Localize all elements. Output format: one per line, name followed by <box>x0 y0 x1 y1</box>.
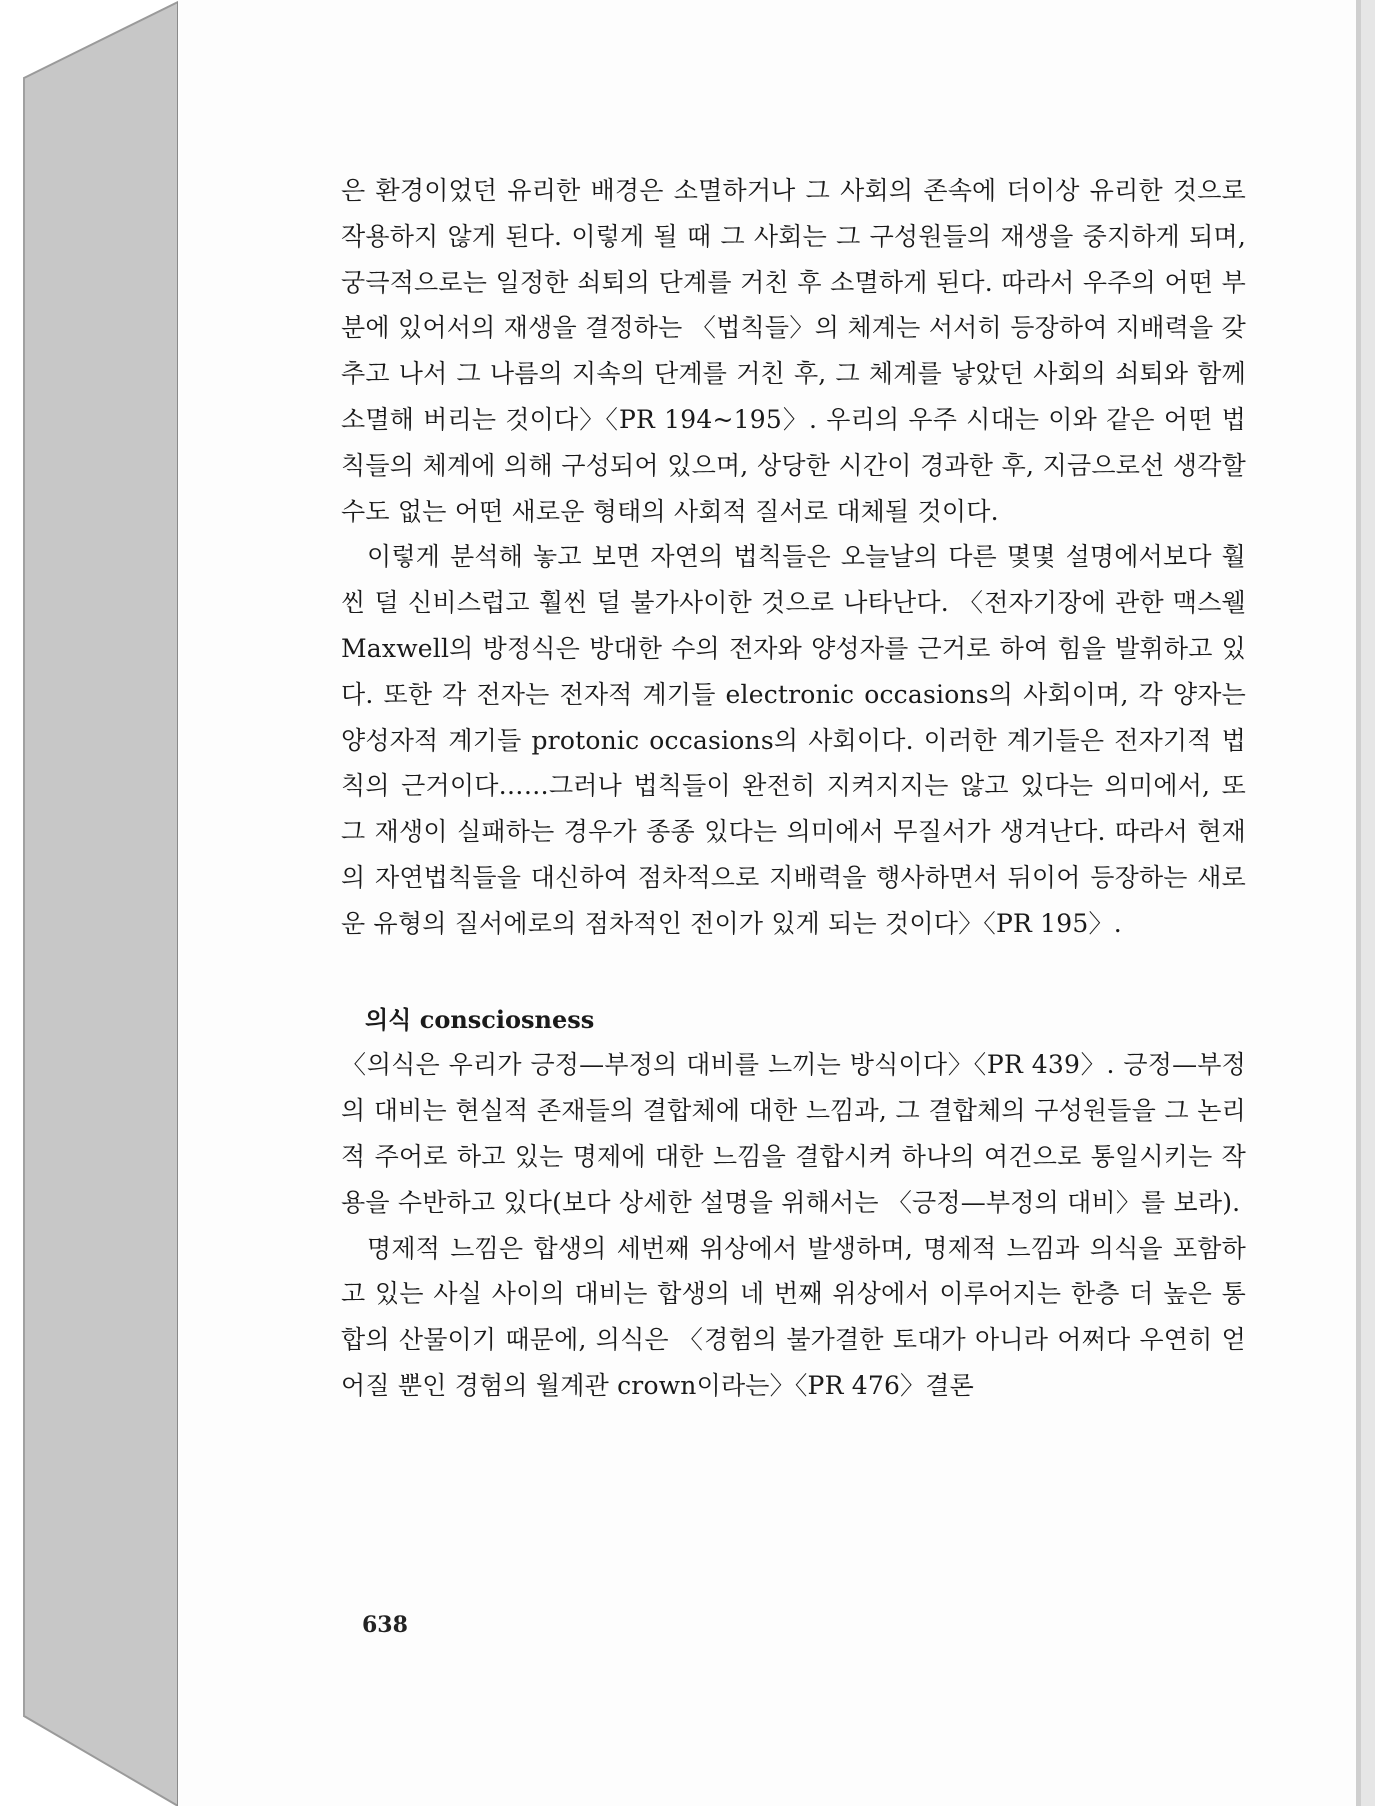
paragraph-2: 이렇게 분석해 놓고 보면 자연의 법칙들은 오늘날의 다른 몇몇 설명에서보다 훨씬 덜 신비스럽고 훨씬 덜 불가사이한 것으로 나타난다. 〈전자기장에 관한 맥스웰 Maxwell의 방정식은 방대한 수의 전자와 양성자를 근거로 하여 힘을 발휘하고 있다. 또한 각 전자는 전자적 계기들 electronic occasions의 사회이며, 각 양자는 양성자적 계기들 protonic occasions의 사회이다. 이러한 계기들은 전자기적 법칙의 근거이다……그러나 법칙들이 완전히 지켜지지는 않고 있다는 의미에서, 또 그 재생이 실패하는 경우가 종종 있다는 의미에서 무질서가 생겨난다. 따라서 현재의 자연법칙들을 대신하여 점차적으로 지배력을 행사하면서 뒤이어 등장하는 새로운 유형의 질서에로의 점차적인 전이가 있게 되는 것이다〉〈PR 195〉. <box>341 542 1246 938</box>
page-number: 638 <box>362 1612 408 1638</box>
paragraph-1: 은 환경이었던 유리한 배경은 소멸하거나 그 사회의 존속에 더이상 유리한 것으로 작용하지 않게 된다. 이렇게 될 때 그 사회는 그 구성원들의 재생을 중지하게 되며, 궁극적으로는 일정한 쇠퇴의 단계를 거친 후 소멸하게 된다. 따라서 우주의 어떤 부분에 있어서의 재생을 결정하는 〈법칙들〉의 체계는 서서히 등장하여 지배력을 갖추고 나서 그 나름의 지속의 단계를 거친 후, 그 체계를 낳았던 사회의 쇠퇴와 함께 소멸해 버리는 것이다〉〈PR 194~195〉. 우리의 우주 시대는 이와 같은 어떤 법칙들의 체계에 의해 구성되어 있으며, 상당한 시간이 경과한 후, 지금으로선 생각할 수도 없는 어떤 새로운 형태의 사회적 질서로 대체될 것이다. <box>341 176 1246 526</box>
body-text <box>341 168 1246 1409</box>
section-paragraph-1: 〈의식은 우리가 긍정—부정의 대비를 느끼는 방식이다〉〈PR 439〉. 긍정—부정의 대비는 현실적 존재들의 결합체에 대한 느낌과, 그 결합체의 구성원들을 그 논리적 주어로 하고 있는 명제에 대한 느낌을 결합시켜 하나의 여건으로 통일시키는 작용을 수반하고 있다(보다 상세한 설명을 위해서는 〈긍정—부정의 대비〉를 보라). <box>341 1050 1246 1217</box>
book-page <box>178 0 1356 1806</box>
section-heading: 의식 consciosness <box>365 1004 595 1034</box>
section-paragraph-2: 명제적 느낌은 합생의 세번째 위상에서 발생하며, 명제적 느낌과 의식을 포함하고 있는 사실 사이의 대비는 합생의 네 번째 위상에서 이루어지는 한층 더 높은 통합의 산물이기 때문에, 의식은 〈경험의 불가결한 토대가 아니라 어쩌다 우연히 얻어질 뿐인 경험의 월계관 crown이라는〉〈PR 476〉결론 <box>341 1233 1246 1400</box>
